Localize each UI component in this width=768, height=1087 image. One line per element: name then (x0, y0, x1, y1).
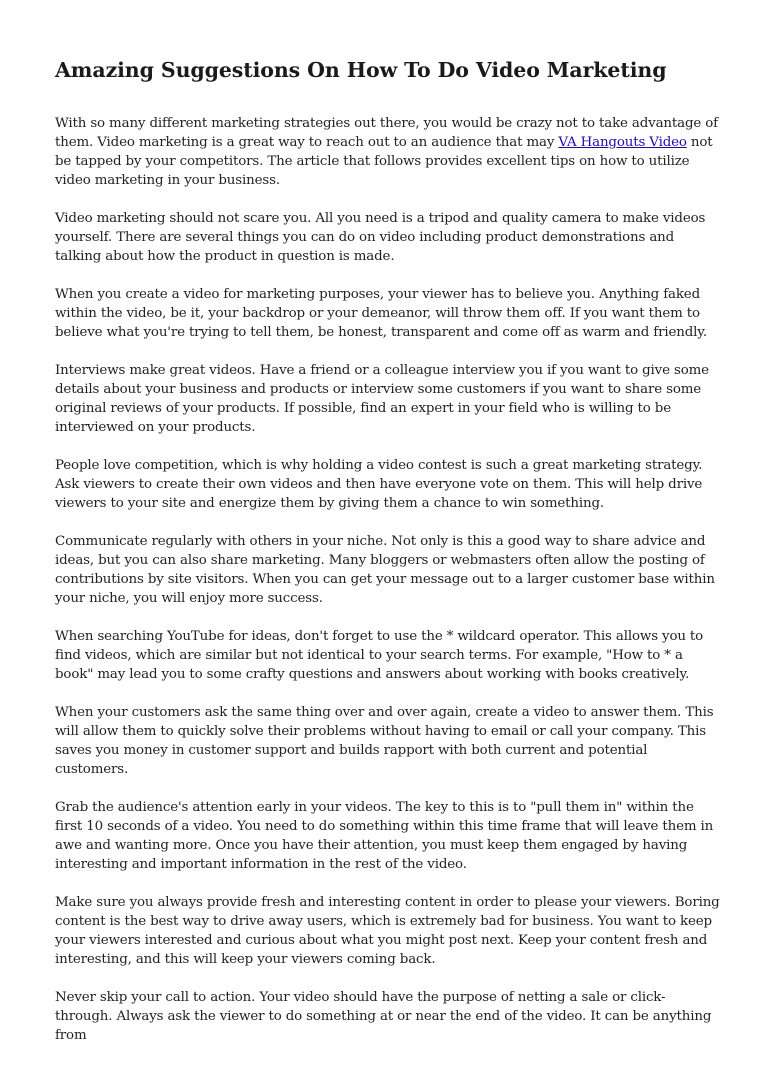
document-title: Amazing Suggestions On How To Do Video Marketing (55, 58, 667, 82)
body-paragraph: Make sure you always provide fresh and interesting content in order to please your viewers. Boring content is the best way to drive away users, which is extremely bad for business. You want to keep your viewers interested and curious about what you might post next. Keep your content fresh and interesting, and this will keep your viewers coming back. (55, 895, 720, 967)
intro-paragraph (55, 114, 720, 190)
body-paragraph: Video marketing should not scare you. All you need is a tripod and quality camera to make videos yourself. There are several things you can do on video including product demonstrations and talking about how the product in question is made. (55, 211, 706, 264)
document-page (55, 56, 720, 1064)
body-paragraph: When searching YouTube for ideas, don't forget to use the * wildcard operator. This allows you to find videos, which are similar but not identical to your search terms. For example, "How to * a book" may lead you to some crafty questions and answers about working with books creatively. (55, 629, 704, 682)
intro-text-after-link: not be tapped by your competitors. The article that follows provides excellent tips on how to utilize video marketing in your business. (55, 135, 713, 188)
body-paragraph: Interviews make great videos. Have a friend or a colleague interview you if you want to give some details about your business and products or interview some customers if you want to share some original reviews of your products. If possible, find an expert in your field who is willing to be interviewed on your products. (55, 363, 709, 435)
body-paragraph: People love competition, which is why holding a video contest is such a great marketing strategy. Ask viewers to create their own videos and then have everyone vote on them. This will help drive viewers to your site and energize them by giving them a chance to win something. (55, 458, 703, 511)
va-hangouts-video-link[interactable]: VA Hangouts Video (558, 135, 687, 150)
body-paragraph: Grab the audience's attention early in your videos. The key to this is to "pull them in" within the first 10 seconds of a video. You need to do something within this time frame that will leave them in awe and wanting more. Once you have their attention, you must keep them engaged by having interesting and important information in the rest of the video. (55, 800, 714, 872)
body-paragraph: Communicate regularly with others in your niche. Not only is this a good way to share advice and ideas, but you can also share marketing. Many bloggers or webmasters often allow the posting of contributions by site visitors. When you can get your message out to a larger customer base within your niche, you will enjoy more success. (55, 534, 715, 606)
body-paragraph: When you create a video for marketing purposes, your viewer has to believe you. Anything faked within the video, be it, your backdrop or your demeanor, will throw them off. If you want them to believe what you're trying to tell them, be honest, transparent and come off as warm and friendly. (55, 287, 708, 340)
intro-text-before-link: With so many different marketing strategies out there, you would be crazy not to take advantage of them. Video marketing is a great way to reach out to an audience that may (55, 116, 718, 150)
body-paragraph: Never skip your call to action. Your video should have the purpose of netting a sale or click-through. Always ask the viewer to do something at or near the end of the video. It can be anything from (55, 990, 712, 1043)
body-paragraph: When your customers ask the same thing over and over again, create a video to answer them. This will allow them to quickly solve their problems without having to email or call your company. This saves you money in customer support and builds rapport with both current and potential customers. (55, 705, 714, 777)
